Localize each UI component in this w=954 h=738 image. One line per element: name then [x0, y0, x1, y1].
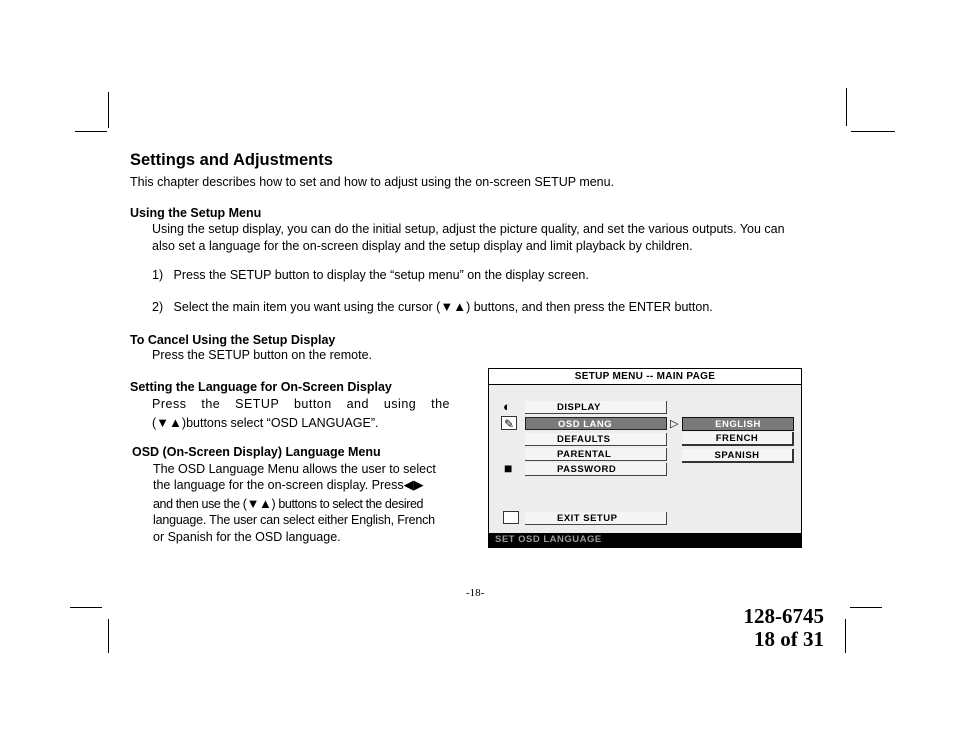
osd-menu-item-osd-lang: OSD LANG — [525, 417, 667, 430]
osd-menu-item-defaults: DEFAULTS — [525, 433, 667, 446]
osd-menu-item-parental: PARENTAL — [525, 448, 667, 461]
using-setup-heading: Using the Setup Menu — [130, 206, 262, 220]
cancel-text: Press the SETUP button on the remote. — [152, 348, 373, 362]
crop-mark — [108, 92, 109, 128]
language-line1: Press the SETUP button and using the — [152, 397, 450, 411]
osd-status-bar: SET OSD LANGUAGE — [489, 533, 801, 547]
osd-screen-title: SETUP MENU -- MAIN PAGE — [489, 369, 801, 385]
language-heading: Setting the Language for On-Screen Display — [130, 380, 392, 394]
display-icon: ◐ — [503, 399, 511, 414]
language-icon: ✎ — [501, 416, 517, 430]
osd-lang-line3 — [153, 495, 423, 513]
section-title: Settings and Adjustments — [130, 151, 333, 169]
page-of-total: 18 of 31 — [754, 627, 824, 651]
using-setup-line1: Using the setup display, you can do the initial setup, adjust the picture quality, and set the various outputs. You can — [152, 222, 785, 236]
document-number: 128-6745 — [743, 604, 824, 628]
osd-menu-item-password: PASSWORD — [525, 463, 667, 476]
exit-icon — [503, 511, 519, 524]
step-number: 2) — [152, 300, 164, 314]
osd-lang-heading: OSD (On-Screen Display) Language Menu — [132, 445, 381, 459]
osd-submenu-spanish: SPANISH — [682, 449, 794, 463]
step-text-pre: Select the main item you want using the cursor ( — [173, 300, 441, 314]
step-text: Press the SETUP button to display the “setup menu” on the display screen. — [173, 268, 589, 282]
osd-menu-item-display: DISPLAY — [525, 401, 667, 414]
crop-mark — [845, 619, 846, 653]
paren: ( — [152, 416, 157, 430]
osd-submenu-french: FRENCH — [682, 432, 794, 446]
osd-setup-screen — [488, 368, 802, 548]
language-line2-text: )buttons select “OSD LANGUAGE”. — [181, 416, 379, 430]
page-number: -18- — [466, 587, 485, 599]
chevron-right-icon: ▷ — [670, 418, 679, 430]
step-number: 1) — [152, 268, 164, 282]
osd-lang-line2 — [153, 476, 424, 494]
using-setup-line2: also set a language for the on-screen display and the setup display and limit playback by children. — [152, 239, 693, 253]
crop-mark — [851, 131, 895, 132]
osd-lang-line3-post: ) buttons to select the desired — [271, 497, 424, 511]
step-text-post: ) buttons, and then press the ENTER button. — [466, 300, 713, 314]
intro-text: This chapter describes how to set and how to adjust using the on-screen SETUP menu. — [130, 175, 615, 189]
crop-mark — [846, 88, 847, 126]
osd-menu-item-exit-setup: EXIT SETUP — [525, 512, 667, 525]
language-line2 — [152, 414, 379, 432]
step-2 — [152, 298, 713, 316]
osd-lang-line4: language. The user can select either English, French — [153, 513, 435, 527]
lock-icon: ■ — [504, 460, 513, 476]
down-up-arrow-icon: ▼▲ — [440, 299, 467, 314]
osd-lang-line2-text: the language for the on-screen display. Press — [153, 478, 404, 492]
osd-submenu-english: ENGLISH — [682, 417, 794, 431]
cancel-heading: To Cancel Using the Setup Display — [130, 333, 336, 347]
down-up-arrow-icon: ▼▲ — [246, 496, 272, 511]
down-up-arrow-icon: ▼▲ — [156, 415, 182, 430]
left-right-arrow-icon: ◀▶ — [403, 477, 424, 492]
step-1 — [152, 267, 589, 284]
crop-mark — [75, 131, 107, 132]
osd-lang-line3-pre: and then use the ( — [153, 497, 247, 511]
crop-mark — [70, 607, 102, 608]
osd-lang-line5: or Spanish for the OSD language. — [153, 530, 341, 544]
osd-lang-line1: The OSD Language Menu allows the user to select — [153, 462, 436, 476]
crop-mark — [850, 607, 882, 608]
crop-mark — [108, 619, 109, 653]
